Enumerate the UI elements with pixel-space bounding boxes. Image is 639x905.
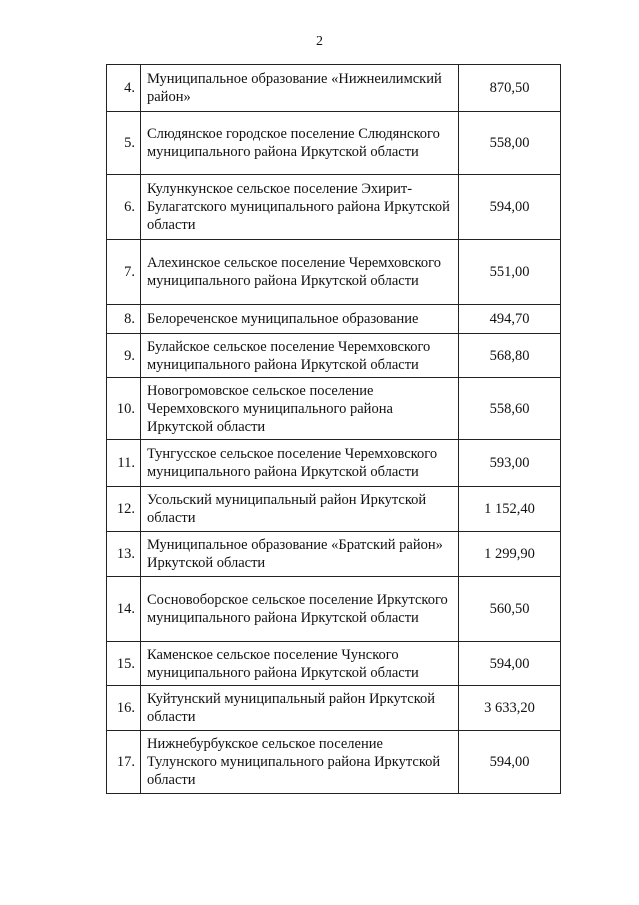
table-row bbox=[107, 487, 561, 532]
municipality-name-cell: Тунгусское сельское поселение Черемховского муниципального района Иркутской области bbox=[141, 440, 459, 487]
row-number-cell: 13. bbox=[107, 532, 141, 577]
amount-cell: 1 152,40 bbox=[459, 487, 561, 532]
amount-cell: 558,00 bbox=[459, 112, 561, 175]
row-number-cell: 4. bbox=[107, 65, 141, 112]
table-row bbox=[107, 175, 561, 240]
municipality-name-cell: Муниципальное образование «Братский район» Иркутской области bbox=[141, 532, 459, 577]
row-number-cell: 10. bbox=[107, 378, 141, 440]
row-number-cell: 8. bbox=[107, 305, 141, 334]
table-row bbox=[107, 240, 561, 305]
amount-cell: 594,00 bbox=[459, 175, 561, 240]
allocation-table bbox=[106, 64, 561, 794]
row-number-cell: 16. bbox=[107, 686, 141, 731]
table-row bbox=[107, 731, 561, 794]
municipality-name-cell: Кулункунское сельское поселение Эхирит-Булагатского муниципального района Иркутской области bbox=[141, 175, 459, 240]
municipality-name-cell: Куйтунский муниципальный район Иркутской области bbox=[141, 686, 459, 731]
amount-cell: 558,60 bbox=[459, 378, 561, 440]
amount-cell: 568,80 bbox=[459, 334, 561, 378]
amount-cell: 870,50 bbox=[459, 65, 561, 112]
amount-cell: 494,70 bbox=[459, 305, 561, 334]
row-number-cell: 17. bbox=[107, 731, 141, 794]
amount-cell: 594,00 bbox=[459, 731, 561, 794]
table-row bbox=[107, 642, 561, 686]
row-number-cell: 12. bbox=[107, 487, 141, 532]
row-number-cell: 6. bbox=[107, 175, 141, 240]
municipality-name-cell: Нижнебурбукское сельское поселение Тулунского муниципального района Иркутской области bbox=[141, 731, 459, 794]
table-row bbox=[107, 334, 561, 378]
amount-cell: 551,00 bbox=[459, 240, 561, 305]
municipality-name-cell: Белореченское муниципальное образование bbox=[141, 305, 459, 334]
amount-cell: 560,50 bbox=[459, 577, 561, 642]
table-row bbox=[107, 378, 561, 440]
table-row bbox=[107, 112, 561, 175]
row-number-cell: 14. bbox=[107, 577, 141, 642]
table-row bbox=[107, 305, 561, 334]
municipality-name-cell: Алехинское сельское поселение Черемховского муниципального района Иркутской области bbox=[141, 240, 459, 305]
row-number-cell: 15. bbox=[107, 642, 141, 686]
row-number-cell: 9. bbox=[107, 334, 141, 378]
table-row bbox=[107, 577, 561, 642]
table-row bbox=[107, 65, 561, 112]
page-number: 2 bbox=[316, 34, 323, 49]
municipality-name-cell: Булайское сельское поселение Черемховского муниципального района Иркутской области bbox=[141, 334, 459, 378]
table-row bbox=[107, 440, 561, 487]
table-row bbox=[107, 686, 561, 731]
amount-cell: 1 299,90 bbox=[459, 532, 561, 577]
table-row bbox=[107, 532, 561, 577]
amount-cell: 3 633,20 bbox=[459, 686, 561, 731]
amount-cell: 593,00 bbox=[459, 440, 561, 487]
municipality-name-cell: Каменское сельское поселение Чунского муниципального района Иркутской области bbox=[141, 642, 459, 686]
municipality-name-cell: Муниципальное образование «Нижнеилимский район» bbox=[141, 65, 459, 112]
municipality-name-cell: Новогромовское сельское поселение Черемховского муниципального района Иркутской области bbox=[141, 378, 459, 440]
row-number-cell: 11. bbox=[107, 440, 141, 487]
municipality-name-cell: Усольский муниципальный район Иркутской области bbox=[141, 487, 459, 532]
row-number-cell: 5. bbox=[107, 112, 141, 175]
municipality-name-cell: Слюдянское городское поселение Слюдянского муниципального района Иркутской области bbox=[141, 112, 459, 175]
row-number-cell: 7. bbox=[107, 240, 141, 305]
amount-cell: 594,00 bbox=[459, 642, 561, 686]
municipality-name-cell: Сосновоборское сельское поселение Иркутского муниципального района Иркутской области bbox=[141, 577, 459, 642]
